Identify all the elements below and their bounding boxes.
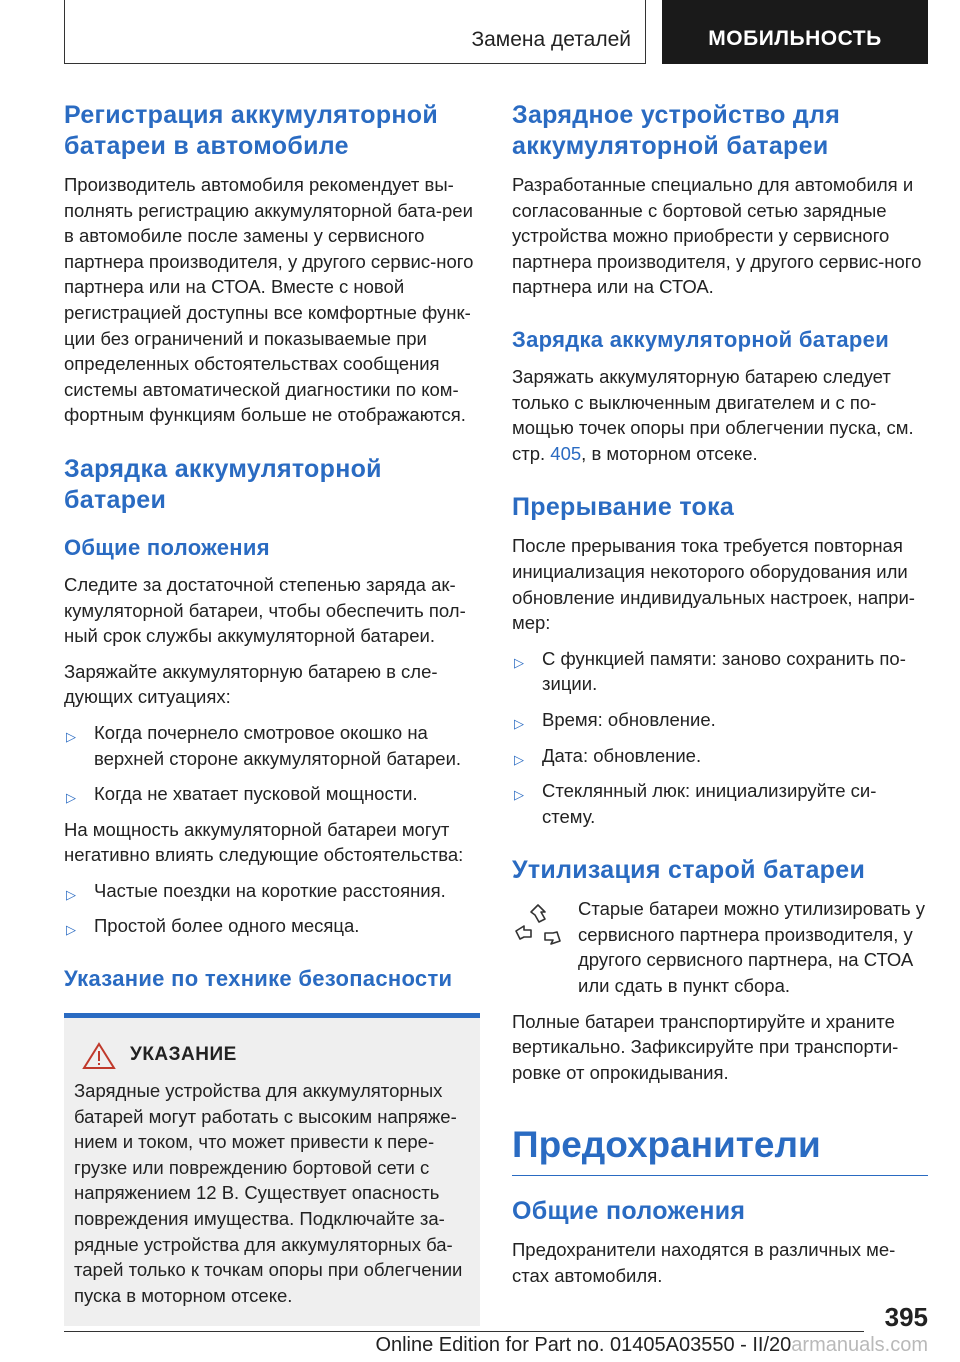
disposal-paragraph: Старые батареи можно утилизировать у сервисного партнера производителя, у другого сервисного партнера, на СТОА или сдать в пункт сбора. [578,898,925,997]
list-item: ▷ Время: обновление. [512,707,928,733]
recycle-icon [512,902,564,959]
triangle-bullet-icon: ▷ [514,787,524,803]
footer-rule [64,1331,864,1332]
list-item: ▷ Простой более одного месяца. [64,913,480,939]
section-title: Замена деталей [471,28,631,51]
section-header [64,0,646,64]
safety-heading: Указание по технике безопасности [64,966,453,992]
reg-paragraph: Производитель автомобиля рекомендует вы-полнять регистрацию аккумуляторной бата-реи в автомобиле после замены у сервисного партнера производителя, у другого сервис-ного партнера или на СТОА. Вместе с новой регистрацией доступны все комфортные функ-ции без ограничений и показываемые при определенных обстоятельствах сообщения системы автоматической диагностики по ком-фортным функциям больше не отображаются. [64,174,474,426]
interrupt-bullet-list [512,646,928,830]
warning-box [64,1013,480,1326]
chapter-tab [662,0,928,64]
disposal-paragraph-2: Полные батареи транспортируйте и храните вертикально. Зафиксируйте при транспорти-ровке от опрокидывания. [512,1010,899,1083]
triangle-bullet-icon: ▷ [66,728,76,744]
disposal-block [512,896,928,998]
chapter-tab-label: МОБИЛЬНОСТЬ [708,27,882,50]
disposal-heading: Утилизация старой батареи [512,856,866,885]
warning-triangle-icon [82,1042,116,1075]
fuses-paragraph: Предохранители находятся в различных ме-стах автомобиля. [512,1239,896,1287]
triangle-bullet-icon: ▷ [66,790,76,806]
interrupt-paragraph: После прерывания тока требуется повторная инициализация некоторого оборудования или обновление индивидуальных настроек, напри-мер: [512,535,915,634]
triangle-bullet-icon: ▷ [514,654,524,670]
general-paragraph: Следите за достаточной степенью заряда ак-кумуляторной батареи, чтобы обеспечить пол-ный срок службы аккумуляторной батареи. [64,573,466,647]
warning-text: Зарядные устройства для аккумуляторных батарей могут работать с высоким напряже-нием и током, что может привести к пере-грузке или повреждению бортовой сети с напряжением 12 В. Существует опасность повреждения имущества. Подключайте за-рядные устройства для аккумуляторных ба-тарей только к точкам опоры при облегчении пуска в моторном отсеке. [74,1080,463,1306]
list-item: ▷ Когда почернело смотровое окошко на верхней стороне аккумуляторной батареи. [66,721,462,769]
warning-header [74,1042,470,1070]
triangle-bullet-icon: ▷ [66,886,76,902]
page-header [64,0,928,64]
charger-heading: Зарядное устройство для аккумуляторной батареи [512,101,841,160]
charge-in-paragraph: Заряжайте аккумуляторную батарею в сле-дующих ситуациях: [64,660,438,708]
footer-watermark: armanuals.com [791,1334,928,1356]
general-heading: Общие положения [64,534,270,560]
list-item: ▷ Стеклянный люк: инициализируйте си-стему. [514,780,877,827]
charge-bullet-list [64,720,480,807]
list-item: ▷ Когда не хватает пусковой мощности. [64,781,480,807]
footer-edition: Online Edition for Part no. 01405A03550 - II/20armanuals.com [375,1334,928,1356]
negative-bullet-list [64,878,480,939]
charge-heading: Зарядка аккумуляторной батареи [64,454,382,514]
reg-heading: Регистрация аккумуляторной батареи в автомобиле [64,101,439,160]
left-column [64,100,480,1326]
list-item: ▷ С функцией памяти: заново сохранить по-зиции. [514,647,906,695]
charging-paragraph: Заряжать аккумуляторную батарею следует только с выключенным двигателем и с по-мощью точек опоры при облегчении пуска, см. стр. 405, в моторном отсеке. [512,365,914,464]
page-number: 395 [884,1302,928,1332]
triangle-bullet-icon: ▷ [66,922,76,938]
charger-paragraph: Разработанные специально для автомобиля и согласованные с бортовой сетью зарядные устройства можно приобрести у сервисного партнера производителя, у другого сервис-ного партнера или на СТОА. [512,174,922,298]
page-link[interactable]: 405 [550,442,582,464]
charging-heading: Зарядка аккумуляторной батареи [512,326,890,352]
warning-title: УКАЗАНИЕ [130,1044,237,1066]
triangle-bullet-icon: ▷ [514,715,524,731]
right-column [512,100,928,1289]
fuses-heading: Предохранители [512,1124,821,1166]
negative-paragraph: На мощность аккумуляторной батареи могут негативно влиять следующие обстоятельства: [64,818,464,866]
list-item: ▷ Дата: обновление. [512,743,928,769]
list-item: ▷ Частые поездки на короткие расстояния. [64,878,480,904]
fuses-general-heading: Общие положения [512,1197,746,1226]
triangle-bullet-icon: ▷ [514,751,524,767]
interrupt-heading: Прерывание тока [512,493,735,522]
